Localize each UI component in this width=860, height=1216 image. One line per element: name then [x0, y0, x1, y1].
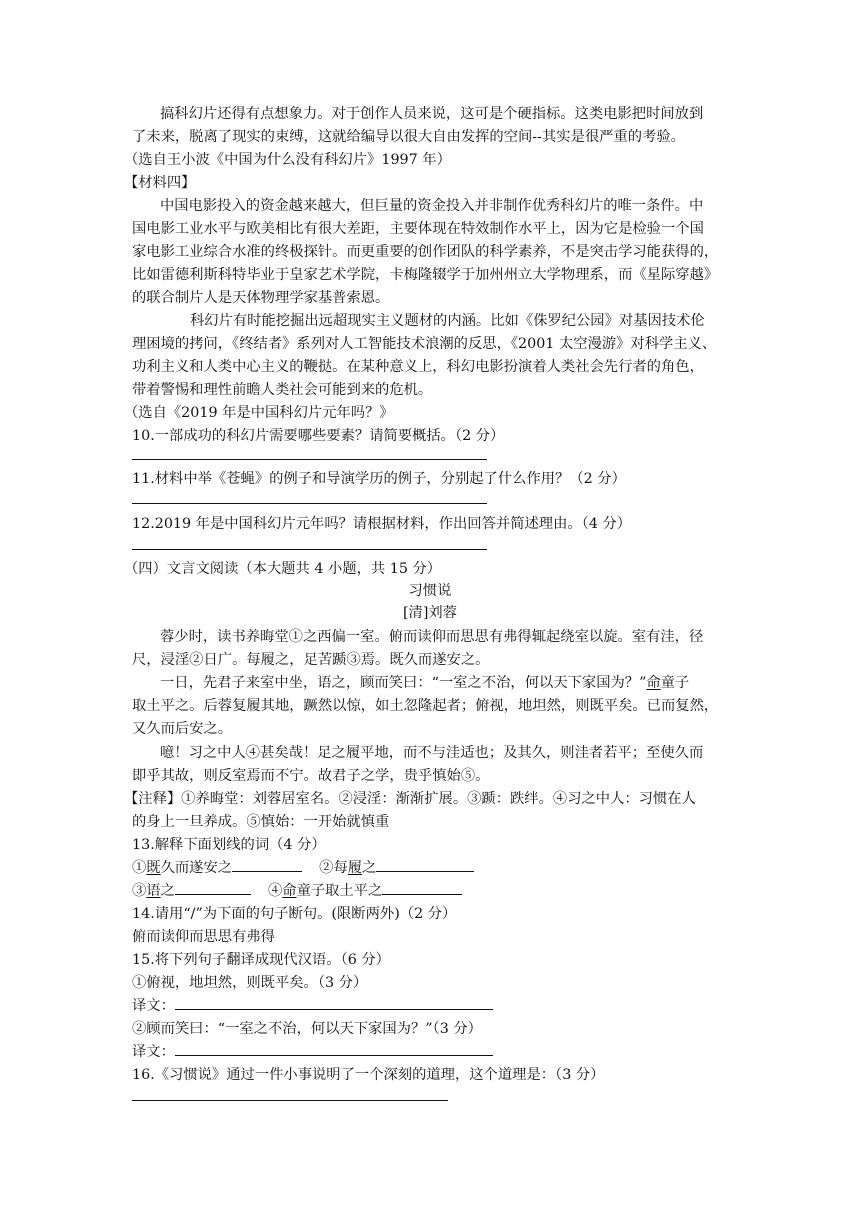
text-run: 久而遂安之	[160, 860, 233, 876]
text-run: 童子取土平之	[296, 883, 383, 899]
paragraph-line: 理困境的拷问，《终结者》系列对人工智能技术浪潮的反思，《2001 太空漫游》对科学主义、	[132, 336, 717, 352]
source-citation: （选自《2019 年是中国科幻片元年吗？》	[124, 405, 394, 421]
paragraph-line: 了未来，脱离了现实的束缚，这就给编导以很大自由发挥的空间--其实是很严重的考验。	[132, 129, 685, 145]
text-run: ②每	[319, 860, 348, 876]
text-run: ④	[267, 883, 283, 899]
paragraph-line: 功利主义和人类中心主义的鞭挞。在某种意义上，科幻电影扮演着人类社会先行者的角色，	[132, 359, 704, 375]
answer-blank[interactable]	[382, 880, 462, 895]
text-run: 之	[362, 860, 377, 876]
annotation-line: 【注释】①养晦堂：刘蓉居室名。②浸淫：渐渐扩展。③踬：跌绊。④习之中人：习惯在人	[124, 791, 696, 807]
question-10: 10.一部成功的科幻片需要哪些要素？请简要概括。（2 分）	[132, 428, 505, 444]
essay-author: [清]刘蓉	[402, 605, 458, 621]
paragraph-line: 噫！习之中人④甚矣哉！足之履平地，而不与洼适也；及其久，则洼者若平；至使久而	[160, 745, 704, 761]
paragraph-line: 家电影工业综合水准的终极探针。而更重要的创作团队的科学素养，不是突击学习能获得的，	[132, 244, 719, 260]
question-16: 16.《习惯说》通过一件小事说明了一个深刻的道理，这个道理是：（3 分）	[132, 1067, 605, 1083]
translation-label: 译文：	[132, 998, 175, 1014]
answer-blank[interactable]	[175, 995, 493, 1010]
underlined-word: 语	[146, 883, 161, 899]
answer-line[interactable]	[132, 549, 487, 550]
paragraph-line: 带着警惕和理性前瞻人类社会可能到来的危机。	[132, 382, 433, 398]
paragraph-line: 蓉少时，读书养晦堂①之西偏一室。俯而读仰而思思有弗得辄起绕室以旋。室有洼，径	[160, 629, 704, 645]
paragraph-line: 比如雷德利斯科特毕业于皇家艺术学院，卡梅隆辍学于加州州立大学物理系，而《星际穿越》	[132, 267, 719, 283]
text-run: ③	[132, 883, 147, 899]
question-15-item-2: ②顾而笑曰：“一室之不治，何以天下家国为？”（3 分）	[132, 1021, 482, 1037]
answer-blank[interactable]	[232, 857, 302, 872]
answer-blank[interactable]	[175, 880, 251, 895]
translation-row	[132, 995, 493, 1017]
text-run: 童子	[660, 675, 690, 691]
answer-line[interactable]	[132, 1100, 448, 1101]
section-heading: （四）文言文阅读（本大题共 4 小题，共 15 分）	[124, 561, 442, 577]
question-11: 11.材料中举《苍蝇》的例子和导演学历的例子，分别起了什么作用？（2 分）	[132, 471, 626, 487]
question-14-sentence: 俯而读仰而思思有弗得	[132, 929, 275, 945]
answer-blank[interactable]	[175, 1041, 493, 1056]
translation-row	[132, 1041, 493, 1063]
underlined-word: 既	[146, 860, 161, 876]
paragraph-line: 搞科幻片还得有点想象力。对于创作人员来说，这可是个硬指标。这类电影把时间放到	[160, 106, 704, 122]
text-run: ①	[132, 860, 147, 876]
question-15-item-1: ①俯视，地坦然，则既平矣。（3 分）	[132, 975, 368, 991]
text-run: 一日，先君子来室中坐，语之，顾而笑曰：“一室之不治，何以天下家国为？”	[160, 675, 647, 691]
question-12: 12.2019 年是中国科幻片元年吗？请根据材料，作出回答并简述理由。（4 分）	[132, 516, 632, 532]
essay-title: 习惯说	[408, 583, 452, 599]
underlined-word: 命	[282, 883, 297, 899]
paragraph-line: 的联合制片人是天体物理学家基普索恩。	[132, 290, 390, 306]
answer-line[interactable]	[132, 459, 487, 460]
paragraph-line: 又久而后安之。	[132, 721, 233, 737]
underlined-word: 履	[347, 860, 363, 876]
answer-blank[interactable]	[376, 857, 474, 872]
paragraph-line: 中国电影投入的资金越来越大，但巨量的资金投入并非制作优秀科幻片的唯一条件。中	[160, 198, 704, 214]
text-run: 之	[160, 883, 175, 899]
underlined-word: 命	[646, 675, 661, 691]
paragraph-line: 取土平之。后蓉复履其地，蹶然以惊，如土忽隆起者；俯视，地坦然，则既平矣。已而复然，	[132, 698, 719, 714]
question-14: 14.请用“/”为下面的句子断句。(限断两外)（2 分）	[132, 906, 457, 922]
paragraph-line	[160, 672, 689, 694]
paragraph-line: 科幻片有时能挖掘出远超现实主义题材的内涵。比如《侏罗纪公园》对基因技术伦	[190, 313, 705, 329]
paragraph-line: 国电影工业水平与欧美相比有很大差距，主要体现在特效制作水平上，因为它是检验一个国	[132, 221, 704, 237]
paragraph-line: 即乎其故，则反室焉而不宁。故君子之学，贵乎慎始⑤。	[132, 768, 490, 784]
material-heading: 【材料四】	[124, 175, 196, 191]
translation-label: 译文：	[132, 1044, 175, 1060]
answer-line[interactable]	[132, 503, 487, 504]
question-13-row-1	[132, 857, 474, 879]
question-13-row-2	[132, 880, 462, 902]
source-citation: （选自王小波《中国为什么没有科幻片》1997 年）	[124, 152, 451, 168]
question-13: 13.解释下面划线的词（4 分）	[132, 837, 326, 853]
paragraph-line: 尺，浸淫②日广。每履之，足苦踬③焉。既久而遂安之。	[132, 652, 490, 668]
question-15: 15.将下列句子翻译成现代汉语。（6 分）	[132, 952, 390, 968]
annotation-line: 的身上一旦养成。⑤慎始：一开始就慎重	[132, 814, 390, 830]
